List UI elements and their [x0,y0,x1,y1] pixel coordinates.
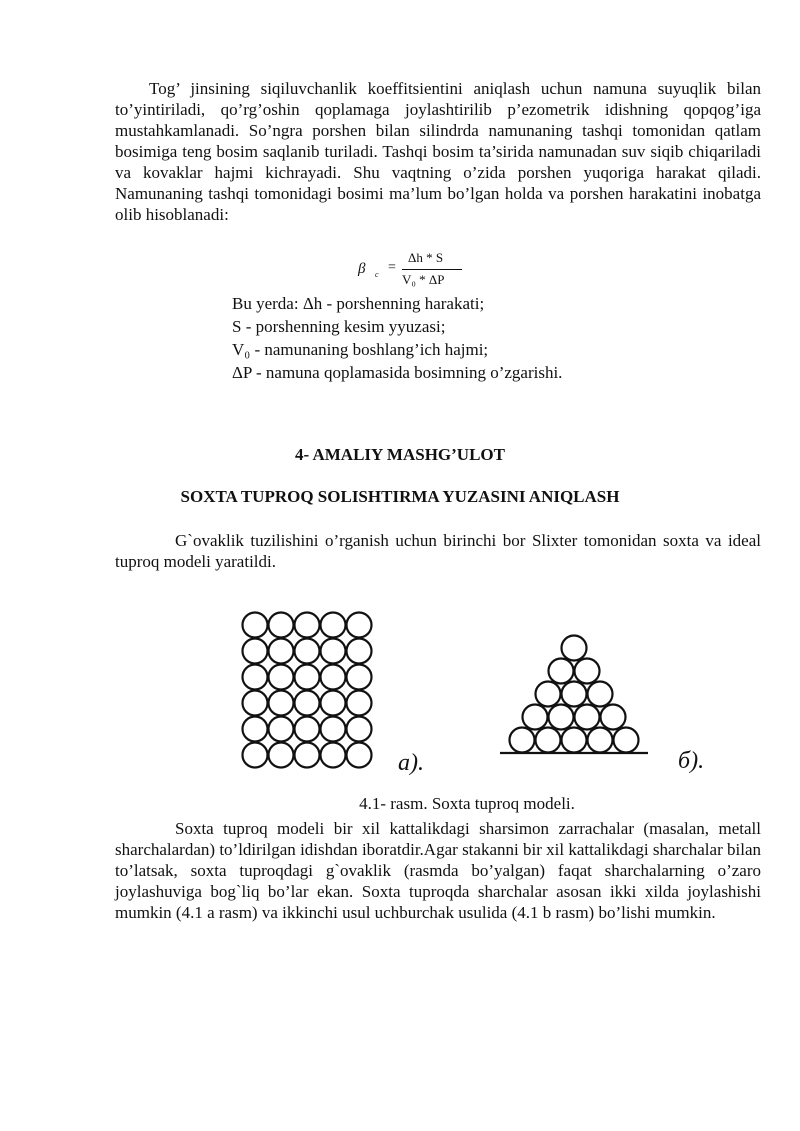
section-subtitle: SOXTA TUPROQ SOLISHTIRMA YUZASINI ANIQLASH [180,487,620,506]
paragraph-model-description [115,818,761,923]
formula-beta: β [358,261,366,277]
section-title: 4- AMALIY MASHG’ULOT [295,445,505,464]
definition-line: Bu yerda: Δh - porshenning harakati; [232,294,485,313]
paragraph-compressibility [115,78,761,225]
compressibility-formula [358,244,468,287]
figure-caption: 4.1- rasm. Soxta tuproq modeli. [359,794,575,813]
soil-model-figure [0,598,800,798]
definition-line: ΔP - namuna qoplamasida bosimning o’zgarishi. [232,363,563,382]
triangular-packing-model [500,636,648,754]
definition-line: V₀ - namunaning boshlang’ich hajmi; [232,340,489,359]
formula-subscript: с [375,270,379,279]
figure-label-a: a). [398,750,424,776]
paragraph-compressibility-text: Tog’ jinsining siqiluvchanlik koeffitsientini aniqlash uchun namuna suyuqlik bilan to’yintiriladi, qo’rg’oshin qoplamaga joylashtirilib p’ezometrik idishning qopqog’iga mustahkamlanadi. So’ngra porshen bilan silindrda namunaning tashqi tomonidan qatlam bosimiga teng bosim saqlanib turiladi. Tashqi bosim ta’sirida namunadan suv siqib chiqariladi va kovaklar hajmi kichrayadi. Shu vaqtning o’zida porshen yuqoriga harakat qiladi. Namunaning tashqi tomonidagi bosimi ma’lum bo’lgan holda va porshen harakatini inobatga olib hisoblanadi: [115,79,761,224]
paragraph-intro-text: G`ovaklik tuzilishini o’rganish uchun birinchi bor Slixter tomonidan soxta va ideal tuproq modeli yaratildi. [115,531,761,571]
formula-numerator: Δh * S [408,250,444,265]
paragraph-model-description-text: Soxta tuproq modeli bir xil kattalikdagi sharsimon zarrachalar (masalan, metall sharchalardan) to’ldirilgan idishdan iboratdir.Agar stakanni bir xil kattalikdagi sharchalar bilan to’latsak, soxta tuproqdagi g`ovaklik (rasmda bo’yalgan) faqat sharchalarning o’zaro joylashuviga bog`liq bo’lar ekan. Soxta tuproqda sharchalar asosan ikki xilda joylashishi mumkin (4.1 a rasm) va ikkinchi usul uchburchak usulida (4.1 b rasm) bo’lishi mumkin. [115,819,761,922]
formula-fraction-bar [402,269,462,270]
formula-definitions [232,292,562,384]
square-packing-model [243,613,372,768]
paragraph-intro [115,530,761,572]
formula-denominator: V₀ * ΔP [402,272,445,287]
formula-equals: = [388,260,396,275]
figure-label-b: б). [678,748,705,774]
definition-line: S - porshenning kesim yyuzasi; [232,317,446,336]
